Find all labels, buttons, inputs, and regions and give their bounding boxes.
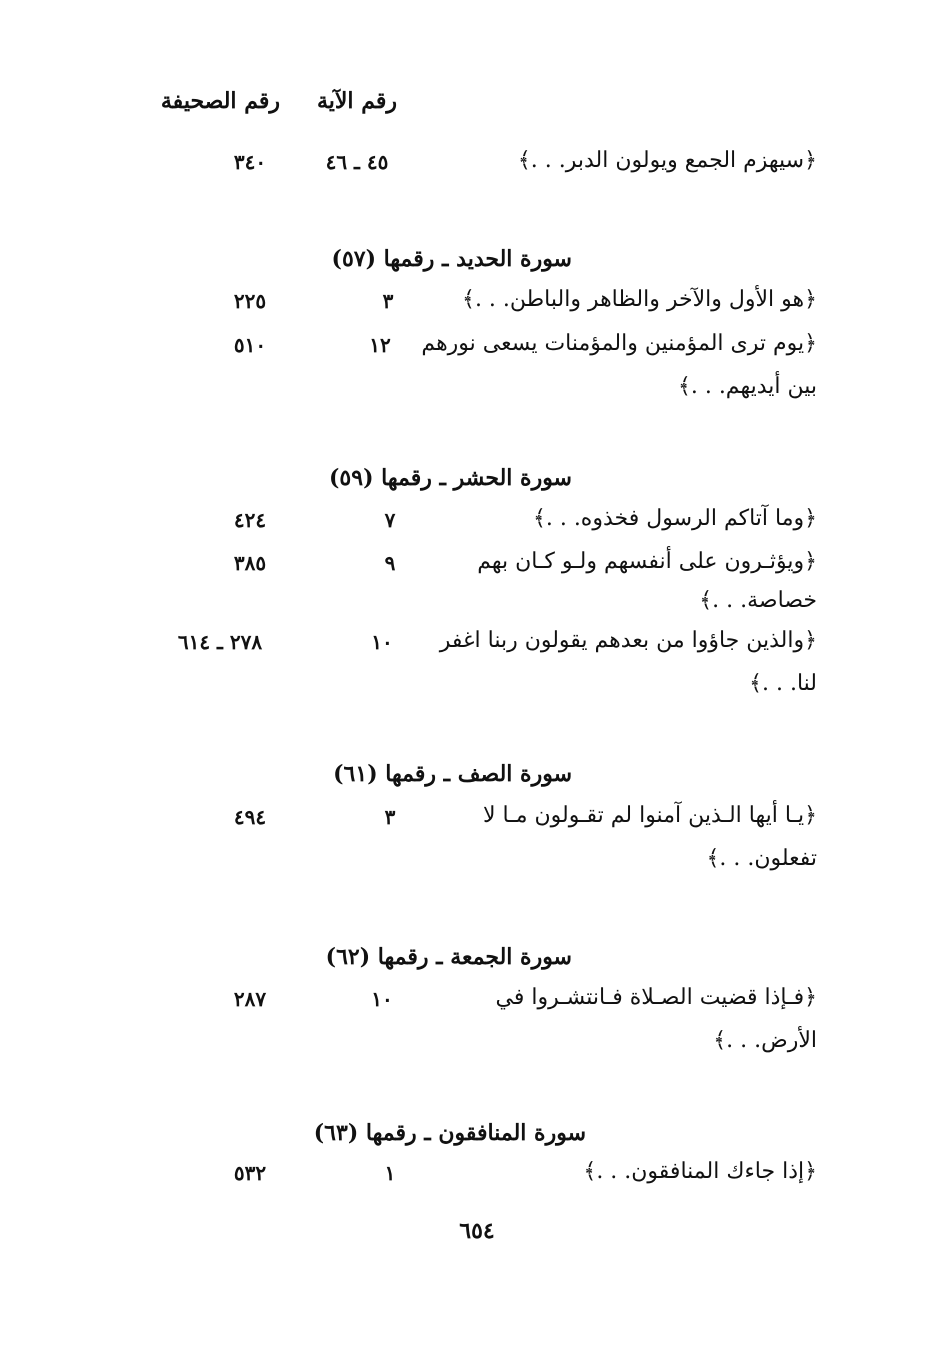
verse-text: ﴿والذين جاؤوا من بعدهم يقولون ربنا اغفر	[439, 628, 817, 653]
page-number: ٦٥٤	[459, 1218, 495, 1244]
verse-number: ١٠	[371, 630, 393, 654]
verse-number: ٣	[382, 289, 394, 313]
verse-text-continued: خصاصة. . .﴾	[699, 588, 817, 613]
verse-number: ٩	[384, 551, 396, 575]
verse-text-continued: تفعلون. . .﴾	[706, 846, 817, 871]
verse-text: ﴿وما آتاكم الرسول فخذوه. . .﴾	[532, 506, 817, 531]
page-number-ref: ٣٨٥	[233, 551, 267, 575]
page-number-ref: ٤٩٤	[233, 805, 267, 829]
verse-text: ﴿يـا أيها الـذين آمنوا لم تقـولون مـا لا	[483, 803, 817, 828]
verse-number: ٣	[384, 805, 396, 829]
verse-text: ﴿ويؤثـرون على أنفسهم ولـو كـان بهم	[477, 549, 817, 574]
verse-text-continued: الأرض. . .﴾	[713, 1028, 817, 1053]
surah-heading: سورة المنافقون ـ رقمها (٦٣)	[313, 1120, 586, 1146]
surah-heading: سورة الصف ـ رقمها (٦١)	[333, 761, 572, 787]
page-number-ref: ٤٢٤	[233, 508, 267, 532]
page-number-ref: ٢٨٧	[233, 987, 267, 1011]
surah-heading: سورة الحشر ـ رقمها (٥٩)	[329, 465, 572, 491]
verse-text: ﴿يوم ترى المؤمنين والمؤمنات يسعى نورهم	[421, 331, 817, 356]
verse-number: ٧	[384, 508, 396, 532]
verse-number: ١	[384, 1161, 396, 1185]
page-number-ref: ٢٧٨ ـ ٦١٤	[177, 630, 263, 654]
surah-heading: سورة الجمعة ـ رقمها (٦٢)	[325, 944, 572, 970]
verse-text-continued: لنا. . .﴾	[749, 671, 817, 696]
page-number-ref: ٥٣٢	[233, 1161, 267, 1185]
verse-text-continued: بين أيديهم. . .﴾	[677, 374, 817, 399]
verse-text: ﴿إذا جاءك المنافقون. . .﴾	[583, 1159, 817, 1184]
verse-number: ١٢	[369, 333, 391, 357]
page-number-ref: ٥١٠	[233, 333, 267, 357]
verse-number: ١٠	[371, 987, 393, 1011]
surah-heading: سورة الحديد ـ رقمها (٥٧)	[331, 246, 572, 272]
verse-column-header: رقم الآية	[316, 88, 397, 114]
page-number-ref: ٢٢٥	[233, 289, 267, 313]
verse-text: ﴿هو الأول والآخر والظاهر والباطن. . .﴾	[462, 287, 817, 312]
verse-text: ﴿سيهزم الجمع ويولون الدبر. . .﴾	[517, 148, 817, 173]
page-column-header: رقم الصحيفة	[160, 88, 280, 114]
verse-text: ﴿فـإذا قضيت الصـلاة فـانتشـروا في	[495, 985, 817, 1010]
page-number-ref: ٣٤٠	[233, 150, 267, 174]
verse-number: ٤٥ ـ ٤٦	[325, 150, 389, 174]
